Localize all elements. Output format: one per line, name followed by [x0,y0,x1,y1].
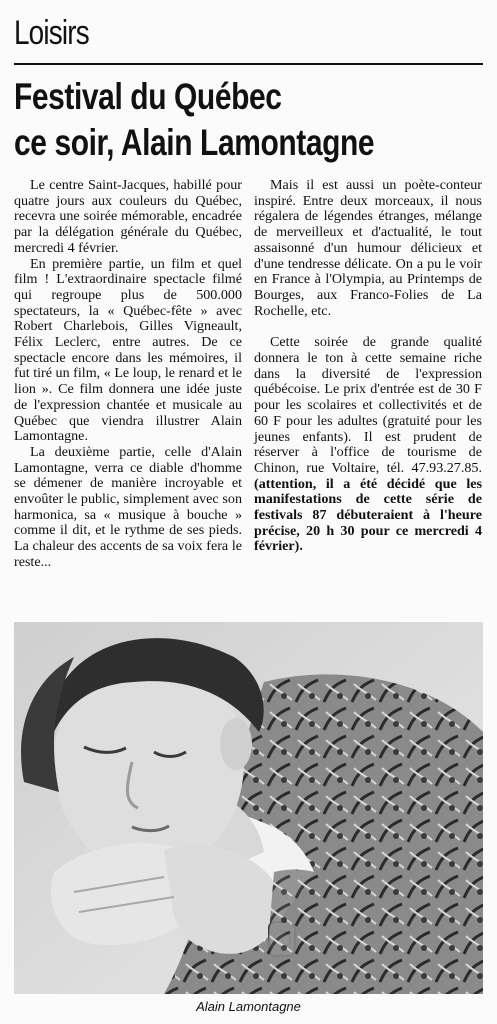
article-column-left [14,178,242,571]
section-title: Loisirs [14,14,89,52]
article-column-right [254,178,482,555]
portrait-photo [14,622,483,994]
headline-line-1: Festival du Québec [14,76,282,117]
headline-line-2: ce soir, Alain Lamontagne [14,122,375,163]
section-rule [14,63,483,65]
photo-caption: Alain Lamontagne [196,999,301,1014]
paragraph: Mais il est aussi un poète-conteur inspiré. Entre deux morceaux, il nous régalera de légendes étranges, mélange de merveilleux et d'actualité, le tout assaisonné d'un humour délicieux et d'une tendresse délicate. On a pu le voir en France à l'Olympia, au Printemps de Bourges, aux Franco-Folies de La Rochelle, etc. [254,177,482,319]
paragraph: La deuxième partie, celle d'Alain Lamontagne, verra ce diable d'homme se démener de manière incroyable et envoûter le public, simplement avec son harmonica, sa « musique à bouche » comme il dit, et le rythme de ses pieds. La chaleur des accents de sa voix fera le reste... [14,443,242,570]
paragraph-text: Cette soirée de grande qualité donnera le ton à cette semaine riche dans la diversité de l'expression québécoise. Le prix d'entrée est de 30 F pour les scolaires et collectivités et de 60 F pour les adultes (gratuité pour les jeunes enfants). Il est prudent de réserver à l'office de tourisme de Chinon, rue Voltaire, tél. 47.93.27.85. [254,334,482,476]
notice-text: (attention, il a été décidé que les manifestations de cette série de festivals 87 débuteraient à l'heure précise, 20 h 30 pour ce mercredi 4 février). [254,475,482,555]
headline [14,74,468,166]
paragraph: En première partie, un film et quel film ! L'extraordinaire spectacle filmé qui regroupe plus de 500.000 spectateurs, la « Québec-fête » avec Robert Charlebois, Gilles Vigneault, Félix Leclerc, entre autres. De ce spectacle encore dans les mémoires, il fut tiré un film, « Le loup, le renard et le lion ». Ce film donnera une idée juste de l'expression chantée et musicale au Québec que viendra illustrer Alain Lamontagne. [14,255,242,445]
portrait-illustration [14,622,483,994]
paragraph: Le centre Saint-Jacques, habillé pour quatre jours aux couleurs du Québec, recevra une soirée mémorable, encadrée par la délégation générale du Québec, mercredi 4 février. [14,177,242,256]
paragraph-with-notice [254,335,482,555]
